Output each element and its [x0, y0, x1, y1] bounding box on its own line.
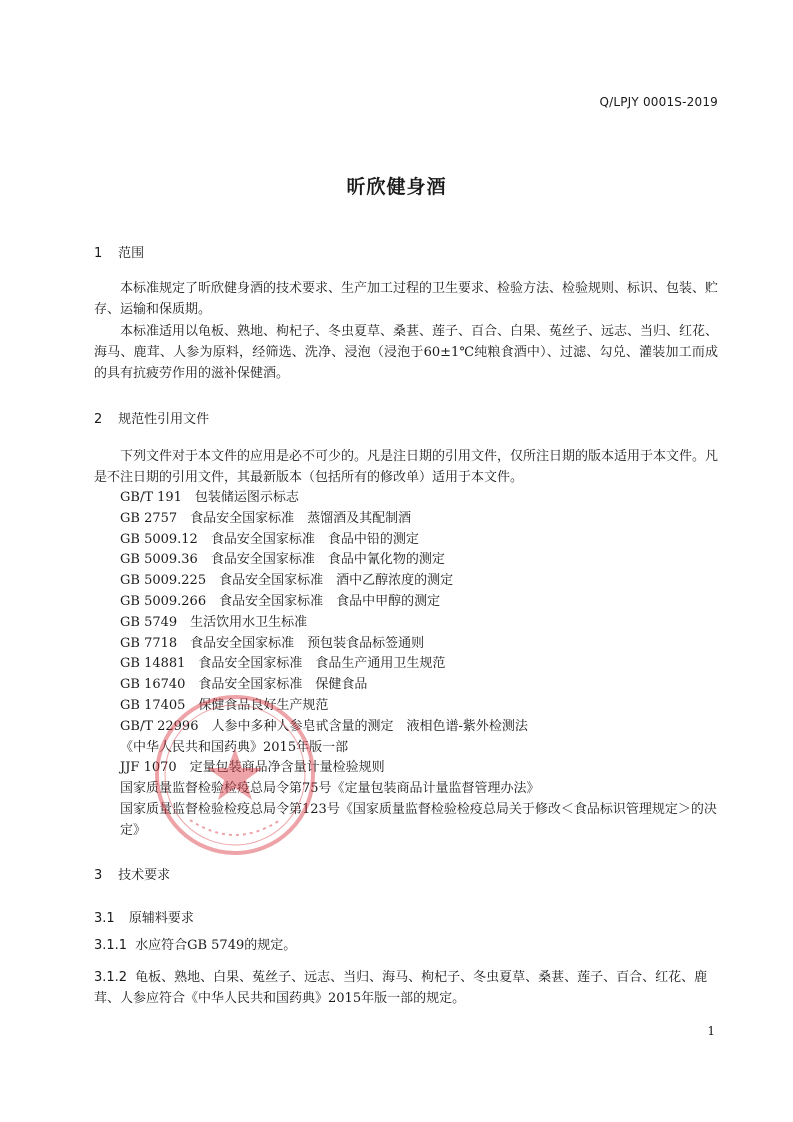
clause-3-1-2 — [94, 967, 718, 1009]
section-title: 技术要求 — [118, 868, 171, 883]
reference-item: 《中华人民共和国药典》2015年版一部 — [120, 739, 349, 755]
reference-item: GB 2757 食品安全国家标准 蒸馏酒及其配制酒 — [120, 510, 412, 526]
reference-item: GB/T 191 包装储运图示标志 — [120, 490, 299, 505]
clause-3-1-1 — [94, 935, 718, 956]
reference-item: GB 17405 保健食品良好生产规范 — [120, 697, 329, 713]
section-number: 1 — [94, 246, 103, 261]
section-number: 3 — [94, 868, 103, 883]
reference-item: GB 5749 生活饮用水卫生标准 — [120, 614, 308, 630]
section-number: 2 — [94, 412, 103, 427]
section-1-heading — [94, 242, 144, 261]
scope-paragraph-1: 本标准规定了昕欣健身酒的技术要求、生产加工过程的卫生要求、检验方法、检验规则、标识、包装、贮存、运输和保质期。 — [94, 281, 719, 317]
subsection-number: 3.1 — [94, 911, 115, 926]
reference-item: GB 5009.12 食品安全国家标准 食品中铅的测定 — [120, 531, 419, 547]
clause-text: 水应符合GB 5749的规定。 — [135, 938, 297, 953]
scope-paragraph-2: 本标准适用以龟板、熟地、枸杞子、冬虫夏草、桑葚、莲子、百合、白果、菟丝子、远志、当归、红花、海马、鹿茸、人参为原料，经筛选、洗净、浸泡（浸泡于60±1℃纯粮食酒中）、过滤、勾兑、灌装加工而成的具有抗疲劳作用的滋补保健酒。 — [94, 324, 719, 381]
reference-item: GB 16740 食品安全国家标准 保健食品 — [120, 677, 368, 693]
reference-item: GB 7718 食品安全国家标准 预包装食品标签通则 — [120, 635, 425, 651]
reference-item: GB/T 22996 人参中多种人参皂甙含量的测定 液相色谱-紫外检测法 — [120, 718, 528, 734]
reference-item: JJF 1070 定量包装商品净含量计量检验规则 — [120, 760, 385, 776]
page-number: 1 — [707, 1024, 715, 1038]
clause-text: 龟板、熟地、白果、菟丝子、远志、当归、海马、枸杞子、冬虫夏草、桑葚、莲子、百合、红花、鹿茸、人参应符合《中华人民共和国药典》2015年版一部的规定。 — [94, 970, 708, 1006]
page-title: 昕欣健身酒 — [346, 176, 447, 198]
clause-number: 3.1.1 — [94, 938, 128, 953]
reference-item: GB 5009.266 食品安全国家标准 食品中甲醇的测定 — [120, 593, 441, 609]
official-seal-stamp — [150, 690, 320, 860]
reference-item: GB 5009.225 食品安全国家标准 酒中乙醇浓度的测定 — [120, 573, 454, 589]
section-title: 范围 — [118, 246, 145, 261]
reference-item: GB 14881 食品安全国家标准 食品生产通用卫生规范 — [120, 656, 446, 672]
references-intro: 下列文件对于本文件的应用是必不可少的。凡是注日期的引用文件，仅所注日期的版本适用于本文件。凡是不注日期的引用文件，其最新版本（包括所有的修改单）适用于本文件。 — [94, 449, 719, 485]
section-2-heading — [94, 408, 209, 427]
section-3-heading — [94, 864, 170, 883]
reference-item: 国家质量监督检验检疫总局令第75号《定量包装商品计量监督管理办法》 — [120, 781, 540, 797]
subsection-3-1-heading — [94, 907, 194, 926]
clause-number: 3.1.2 — [94, 970, 128, 985]
reference-item: GB 5009.36 食品安全国家标准 食品中氰化物的测定 — [120, 552, 445, 568]
document-code: Q/LPJY 0001S-2019 — [599, 95, 718, 109]
subsection-title: 原辅料要求 — [128, 911, 194, 926]
reference-item: 国家质量监督检验检疫总局令第123号《国家质量监督检验检疫总局关于修改＜食品标识管理规定＞的决定》 — [120, 801, 717, 838]
section-title: 规范性引用文件 — [118, 412, 210, 427]
